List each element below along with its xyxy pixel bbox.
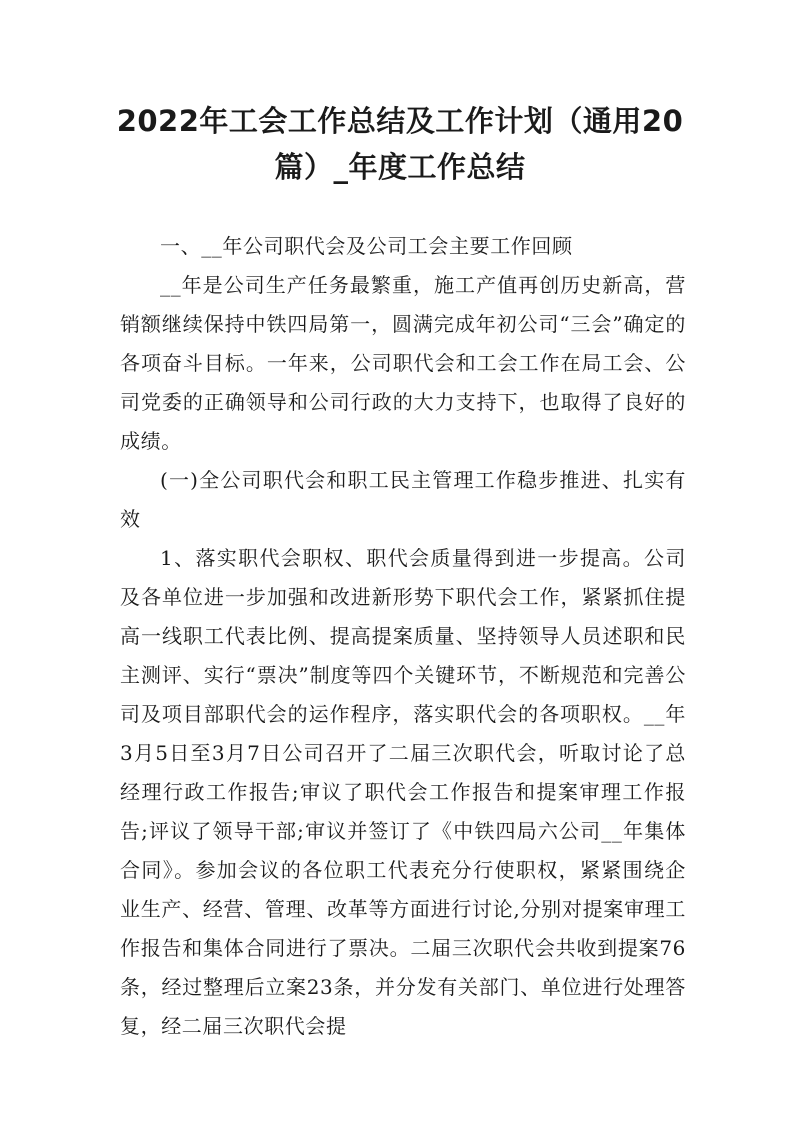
document-body: [120, 227, 686, 1046]
section-heading: 一、__年公司职代会及公司工会主要工作回顾: [160, 234, 573, 258]
body-paragraph: 1、落实职代会职权、职代会质量得到进一步提高。公司及各单位进一步加强和改进新形势下职代会工作，紧紧抓住提高一线职工代表比例、提高提案质量、坚持领导人员述职和民主测评、实行“票决”制度等四个关键环节，不断规范和完善公司及项目部职代会的运作程序，落实职代会的各项职权。__年3月5日至3月7日公司召开了二届三次职代会，听取讨论了总经理行政工作报告;审议了职代会工作报告和提案审理工作报告;评议了领导干部;审议并签订了《中铁四局六公司__年集体合同》。参加会议的各位职工代表充分行使职权，紧紧围绕企业生产、经营、管理、改革等方面进行讨论,分别对提案审理工作报告和集体合同进行了票决。二届三次职代会共收到提案76条，经过整理后立案23条，并分发有关部门、单位进行处理答复，经二届三次职代会提: [120, 546, 686, 1038]
document-title: 2022年工会工作总结及工作计划（通用20篇）_年度工作总结: [116, 104, 684, 184]
subsection-heading: (一)全公司职代会和职工民主管理工作稳步推进、扎实有效: [120, 468, 686, 531]
body-paragraph: __年是公司生产任务最繁重，施工产值再创历史新高，营销额继续保持中铁四局第一，圆满完成年初公司“三会”确定的各项奋斗目标。一年来，公司职代会和工会工作在局工会、公司党委的正确领导和公司行政的大力支持下，也取得了良好的成绩。: [120, 273, 686, 453]
